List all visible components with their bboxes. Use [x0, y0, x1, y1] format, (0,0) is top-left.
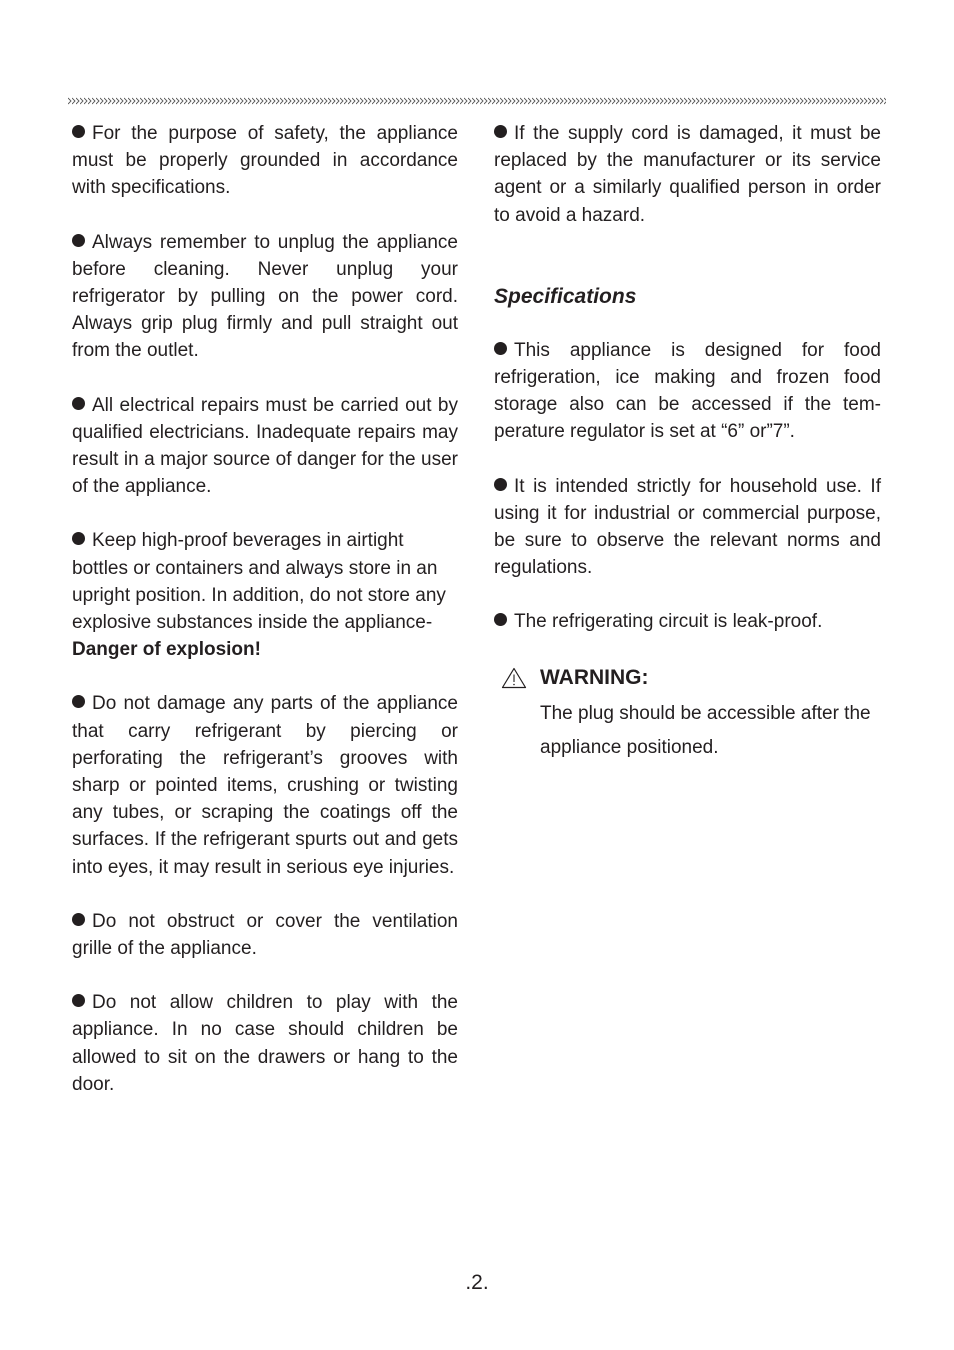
spec-item-leak-proof: The refrigerating circuit is leak-proof. [494, 608, 881, 635]
decorative-header-rule [68, 96, 886, 106]
bullet-icon [72, 994, 85, 1007]
page-number: .2. [465, 1271, 489, 1294]
warning-title: WARNING: [540, 665, 649, 689]
safety-item-refrigerant: Do not damage any parts of the appliance that carry refrigerant by piercing or perforating the refrigerant’s grooves with sharp or pointed items, crushing or twisting any tubes, or scraping the coatings off the surfaces. If the refrigerant spurts out and gets into eyes, it may result in serious eye injuries. [72, 693, 458, 878]
warning-triangle-icon [501, 667, 527, 689]
bullet-icon [494, 125, 507, 138]
safety-item-beverages: Keep high-proof beverages in airtight bottles or containers and always store in an upright position. In addition, do not store any explosive substances inside the appliance- Danger of explosion! [72, 530, 446, 661]
warning-block [494, 663, 881, 765]
safety-item-repairs: All electrical repairs must be carried out by qualified electricians. Inadequate repairs may result in a major source of danger for the user of the appliance. [72, 394, 458, 498]
warning-text: The plug should be accessible after the appliance positioned. [540, 702, 871, 758]
spec-item-design: This appliance is designed for food refrigeration, ice making and frozen food storage also can be accessed if the tem-perature regulator is set at “6” or”7”. [494, 339, 881, 443]
bullet-icon [494, 342, 507, 355]
bullet-icon [72, 913, 85, 926]
left-column [72, 120, 458, 1098]
bullet-icon [72, 695, 85, 708]
specifications-heading: Specifications [494, 284, 637, 308]
bullet-icon [72, 397, 85, 410]
safety-item-unplug: Always remember to unplug the appliance before cleaning. Never unplug your refrigerator by pulling on the power cord. Always grip plug firmly and pull straight out from the outlet. [72, 231, 458, 362]
bullet-icon [72, 125, 85, 138]
safety-item-ventilation: Do not obstruct or cover the ventilation grille of the appliance. [72, 910, 458, 960]
bullet-icon [72, 234, 85, 247]
right-column [494, 120, 881, 765]
explosion-warning: Danger of explosion! [72, 639, 261, 661]
bullet-icon [494, 613, 507, 626]
safety-item-supply-cord: If the supply cord is damaged, it must be replaced by the manufacturer or its service agent or a similarly qualified person in order to avoid a hazard. [494, 123, 881, 226]
safety-item-grounding: For the purpose of safety, the appliance must be properly grounded in accordance with specifications. [72, 123, 458, 199]
bullet-icon [72, 532, 85, 545]
bullet-icon [494, 478, 507, 491]
safety-item-children: Do not allow children to play with the appliance. In no case should children be allowed to sit on the drawers or hang to the door. [72, 992, 458, 1095]
spec-item-household: It is intended strictly for household use. If using it for industrial or commercial purpose, be sure to observe the relevant norms and regulations. [494, 475, 881, 579]
